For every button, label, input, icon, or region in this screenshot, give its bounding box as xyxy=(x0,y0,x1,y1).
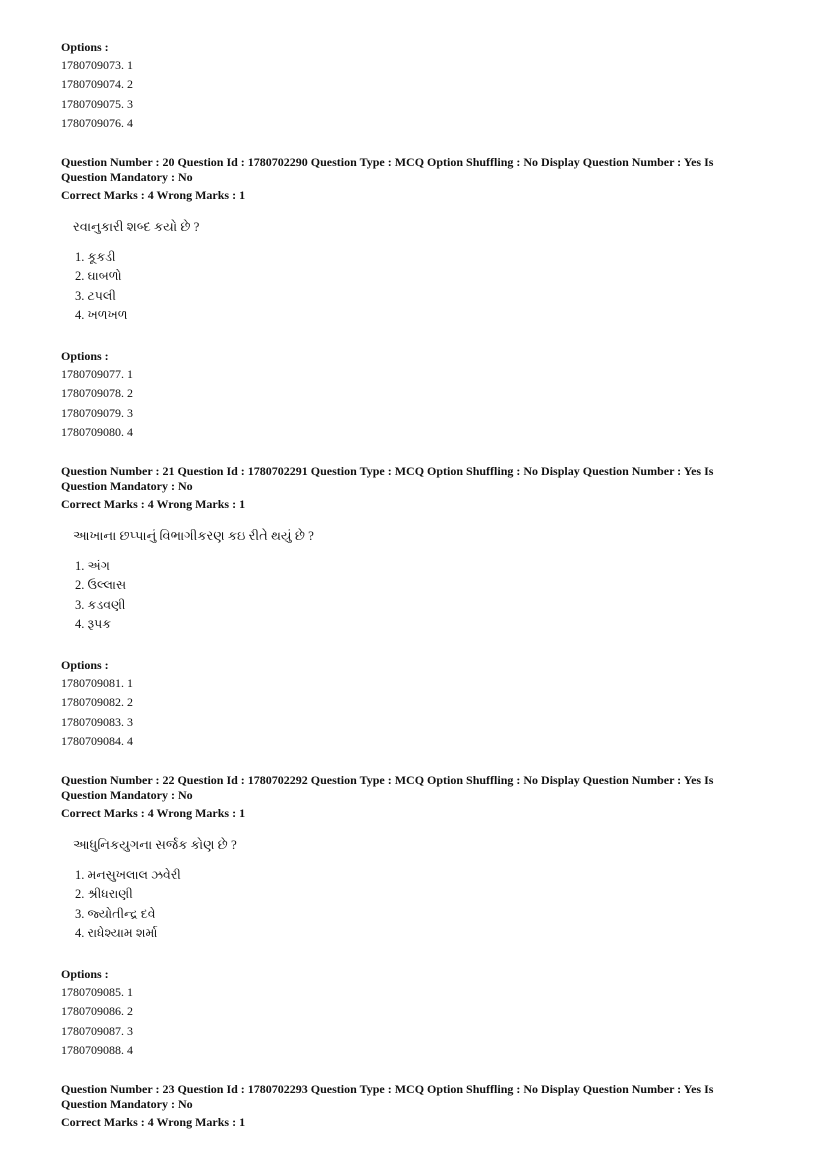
choices-21 xyxy=(75,557,126,635)
option-id: 1780709086. 2 xyxy=(61,1004,133,1019)
choice: 2. શ્રીધરાણી xyxy=(75,887,133,902)
choices-22 xyxy=(75,866,181,944)
question-header-22 xyxy=(61,773,761,822)
option-id: 1780709078. 2 xyxy=(61,386,133,401)
option-id: 1780709082. 2 xyxy=(61,695,133,710)
choice: 3. જ્યોતીન્દ્ર દવે xyxy=(75,906,156,921)
question-meta: Question Number : 21 Question Id : 1780702291 Question Type : MCQ Option Shuffling : No Display Question Number : Yes Is xyxy=(61,464,714,478)
option-id: 1780709079. 3 xyxy=(61,405,133,420)
choice: 2. ઘાબળો xyxy=(75,269,122,284)
option-id: 1780709088. 4 xyxy=(61,1043,133,1058)
choice: 4. રૂપક xyxy=(75,617,112,632)
question-header-20 xyxy=(61,155,761,204)
choice: 4. ખળખળ xyxy=(75,308,128,323)
options-block-22 xyxy=(61,965,761,1061)
option-id: 1780709085. 1 xyxy=(61,985,133,999)
option-id: 1780709087. 3 xyxy=(61,1023,133,1038)
question-marks: Correct Marks : 4 Wrong Marks : 1 xyxy=(61,1115,246,1129)
question-text-20: રવાનુકારી શબ્દ કયો છે ? xyxy=(73,219,200,234)
choice: 1. અંગ xyxy=(75,559,110,573)
option-id: 1780709074. 2 xyxy=(61,77,133,92)
option-id: 1780709075. 3 xyxy=(61,96,133,111)
options-label: Options : xyxy=(61,40,109,54)
option-id: 1780709081. 1 xyxy=(61,676,133,690)
question-text-21: આખાના છપ્પાનું વિભાગીકરણ કઇ રીતે થયું છે ? xyxy=(73,528,314,543)
choice: 1. મનસુખલાલ ઝવેરી xyxy=(75,868,181,882)
question-meta: Question Number : 22 Question Id : 1780702292 Question Type : MCQ Option Shuffling : No Display Question Number : Yes Is xyxy=(61,773,714,787)
question-meta: Question Number : 20 Question Id : 1780702290 Question Type : MCQ Option Shuffling : No Display Question Number : Yes Is xyxy=(61,155,714,169)
question-marks: Correct Marks : 4 Wrong Marks : 1 xyxy=(61,188,246,202)
choice: 3. ટપલી xyxy=(75,288,116,303)
option-id: 1780709077. 1 xyxy=(61,367,133,381)
question-mandatory: Question Mandatory : No xyxy=(61,479,193,493)
choice: 3. કડવણી xyxy=(75,597,126,612)
question-meta: Question Number : 23 Question Id : 1780702293 Question Type : MCQ Option Shuffling : No Display Question Number : Yes Is xyxy=(61,1082,714,1096)
question-mandatory: Question Mandatory : No xyxy=(61,1097,193,1111)
choice: 2. ઉલ્લાસ xyxy=(75,578,127,593)
option-id: 1780709076. 4 xyxy=(61,116,133,131)
choice: 1. કૂકડી xyxy=(75,250,116,264)
choices-20 xyxy=(75,248,128,326)
question-header-23 xyxy=(61,1082,761,1131)
options-block-21 xyxy=(61,656,761,752)
option-id: 1780709080. 4 xyxy=(61,425,133,440)
options-label: Options : xyxy=(61,658,109,672)
options-label: Options : xyxy=(61,967,109,981)
option-id: 1780709084. 4 xyxy=(61,734,133,749)
options-block-top xyxy=(61,38,761,134)
question-mandatory: Question Mandatory : No xyxy=(61,788,193,802)
options-block-20 xyxy=(61,347,761,443)
question-header-21 xyxy=(61,464,761,513)
question-text-22: આધુનિકયુગના સર્જક કોણ છે ? xyxy=(73,837,237,852)
options-label: Options : xyxy=(61,349,109,363)
choice: 4. રાધેશ્યામ શર્મા xyxy=(75,926,158,941)
question-marks: Correct Marks : 4 Wrong Marks : 1 xyxy=(61,806,246,820)
question-mandatory: Question Mandatory : No xyxy=(61,170,193,184)
question-marks: Correct Marks : 4 Wrong Marks : 1 xyxy=(61,497,246,511)
option-id: 1780709083. 3 xyxy=(61,714,133,729)
option-id: 1780709073. 1 xyxy=(61,58,133,72)
